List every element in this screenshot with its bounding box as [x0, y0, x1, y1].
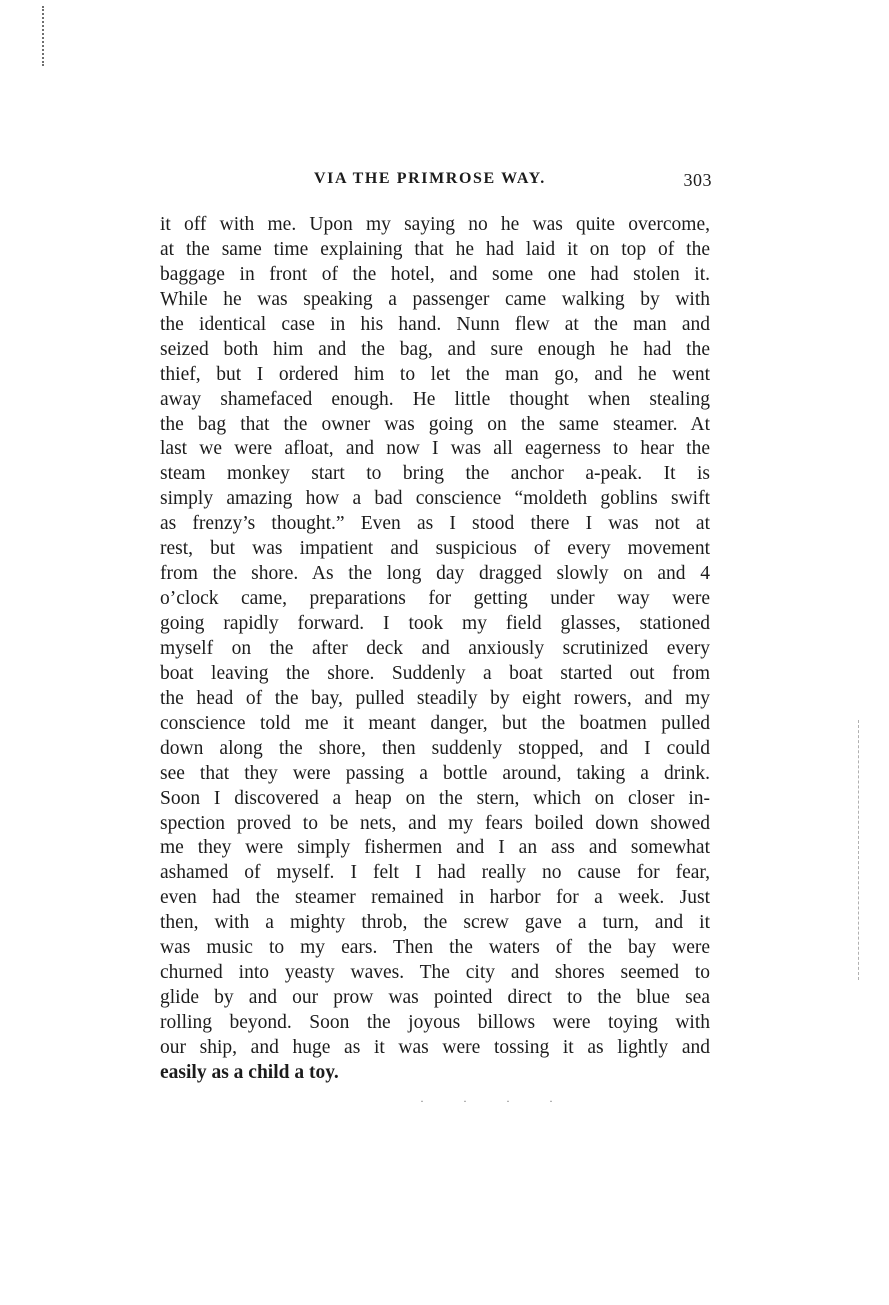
text-line: our ship, and huge as it was were tossing it as lightly and: [160, 1036, 710, 1058]
running-title: VIA THE PRIMROSE WAY.: [314, 170, 546, 187]
text-line: the identical case in his hand. Nunn flew at the man and: [160, 313, 710, 335]
text-line: see that they were passing a bottle around, taking a drink.: [160, 762, 710, 784]
text-line: rolling beyond. Soon the joyous billows were toying with: [160, 1012, 710, 1033]
page-edge-marks: [858, 720, 861, 980]
section-break-dots: · · · ·: [420, 1094, 571, 1108]
text-line: at the same time explaining that he had laid it on top of the: [160, 238, 710, 260]
text-line: me they were simply fishermen and I an ass and somewhat: [160, 837, 710, 859]
text-line: then, with a mighty throb, the screw gave a turn, and it: [160, 912, 710, 934]
text-line: simply amazing how a bad conscience “moldeth goblins swift: [160, 488, 710, 510]
text-line: spection proved to be nets, and my fears boiled down showed: [160, 812, 710, 834]
text-line: While he was speaking a passenger came walking by with: [160, 288, 710, 310]
text-line: ashamed of myself. I felt I had really no cause for fear,: [160, 862, 710, 884]
body-text: [160, 213, 710, 1086]
text-line: Soon I discovered a heap on the stern, which on closer in-: [160, 787, 710, 809]
text-line: o’clock came, preparations for getting under way were: [160, 588, 710, 610]
text-line: glide by and our prow was pointed direct to the blue sea: [160, 987, 710, 1009]
text-line: the bag that the owner was going on the same steamer. At: [160, 413, 710, 435]
text-line: down along the shore, then suddenly stopped, and I could: [160, 737, 710, 759]
text-line: conscience told me it meant danger, but the boatmen pulled: [160, 712, 710, 734]
text-line: boat leaving the shore. Suddenly a boat started out from: [160, 662, 710, 684]
text-line: rest, but was impatient and suspicious of every movement: [160, 538, 710, 560]
text-line: as frenzy’s thought.” Even as I stood there I was not at: [160, 513, 710, 535]
text-line: myself on the after deck and anxiously scrutinized every: [160, 637, 710, 659]
text-line: it off with me. Upon my saying no he was quite overcome,: [160, 214, 710, 235]
text-line: even had the steamer remained in harbor for a week. Just: [160, 887, 710, 909]
text-line: was music to my ears. Then the waters of the bay were: [160, 937, 710, 959]
text-line: steam monkey start to bring the anchor a-peak. It is: [160, 463, 710, 485]
text-line: thief, but I ordered him to let the man go, and he went: [160, 363, 710, 385]
text-line: going rapidly forward. I took my field glasses, stationed: [160, 613, 710, 634]
page-number: 303: [683, 170, 712, 190]
text-line: baggage in front of the hotel, and some one had stolen it.: [160, 263, 710, 285]
text-line: last we were afloat, and now I was all eagerness to hear the: [160, 438, 710, 460]
text-line: from the shore. As the long day dragged slowly on and 4: [160, 563, 710, 585]
text-line: seized both him and the bag, and sure enough he had the: [160, 338, 710, 360]
text-line: churned into yeasty waves. The city and shores seemed to: [160, 962, 710, 984]
binding-edge-marks: [42, 6, 48, 66]
running-head: [160, 170, 712, 198]
text-line-last: easily as a child a toy.: [160, 1061, 339, 1083]
text-line: away shamefaced enough. He little thought when stealing: [160, 388, 710, 410]
text-line: the head of the bay, pulled steadily by eight rowers, and my: [160, 687, 710, 709]
